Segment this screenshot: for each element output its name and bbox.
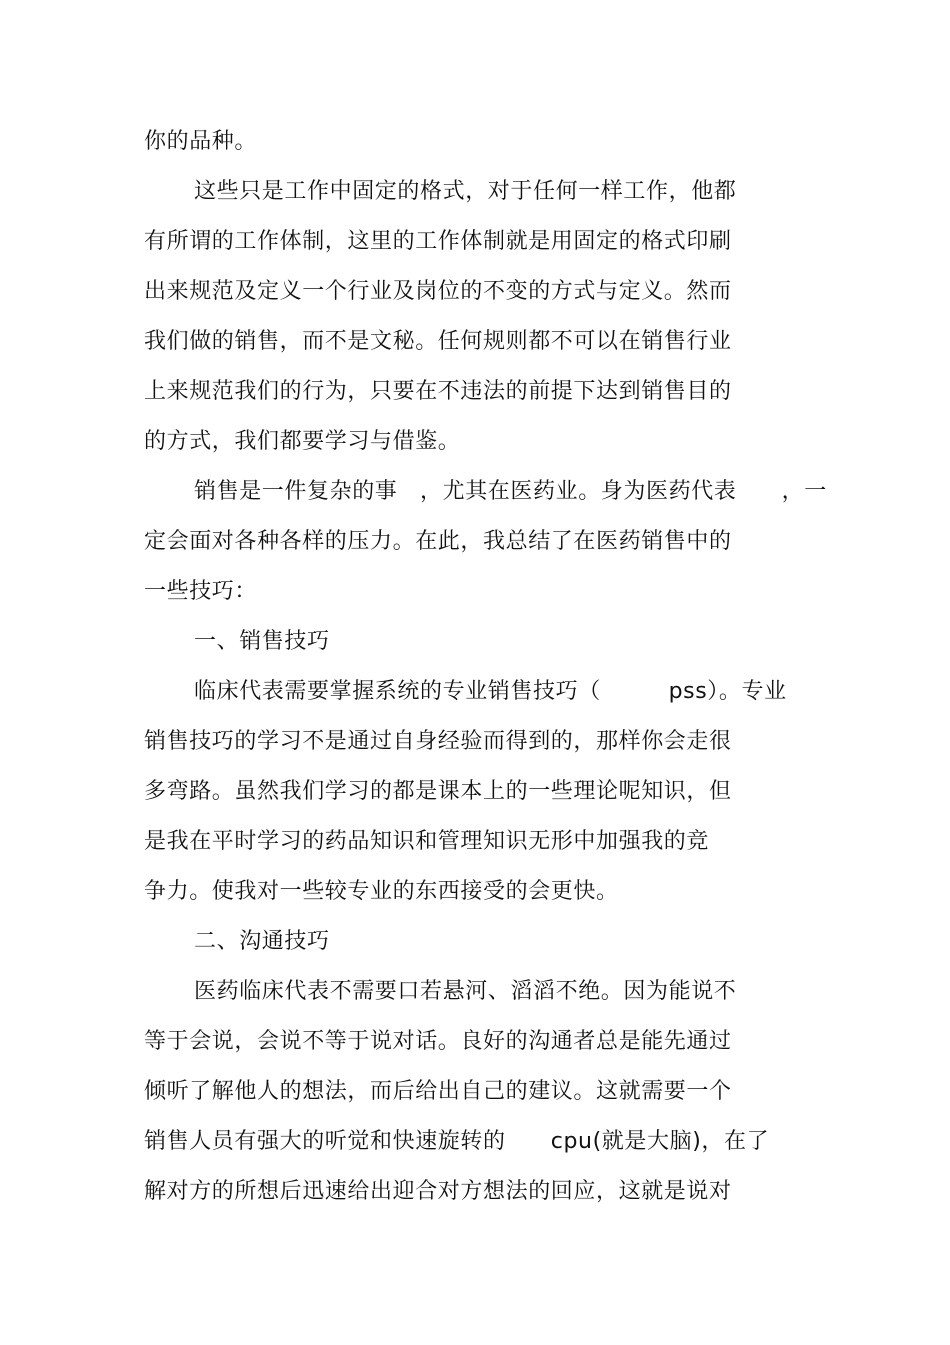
text-line: 倾听了解他人的想法，而后给出自己的建议。这就需要一个 bbox=[144, 1079, 732, 1104]
text-line: 出来规范及定义一个行业及岗位的不变的方式与定义。然而 bbox=[144, 279, 732, 304]
paragraph-first-line: 临床代表需要掌握系统的专业销售技巧（ pss）。专业 bbox=[194, 679, 787, 704]
text-line: 一些技巧： bbox=[144, 579, 258, 604]
text-line: 定会面对各种各样的压力。在此，我总结了在医药销售中的 bbox=[144, 529, 732, 554]
section-heading: 一、销售技巧 bbox=[194, 629, 330, 654]
text-line: 是我在平时学习的药品知识和管理知识无形中加强我的竞 bbox=[144, 829, 710, 854]
text-line: 你的品种。 bbox=[144, 129, 258, 154]
text-line: 有所谓的工作体制，这里的工作体制就是用固定的格式印刷 bbox=[144, 229, 732, 254]
text-line: 上来规范我们的行为，只要在不违法的前提下达到销售目的 bbox=[144, 379, 732, 404]
section-heading: 二、沟通技巧 bbox=[194, 929, 330, 954]
text-line: 解对方的所想后迅速给出迎合对方想法的回应，这就是说对 bbox=[144, 1179, 732, 1204]
text-line: 我们做的销售，而不是文秘。任何规则都不可以在销售行业 bbox=[144, 329, 732, 354]
text-line: 争力。使我对一些较专业的东西接受的会更快。 bbox=[144, 879, 619, 904]
text-line: 销售人员有强大的听觉和快速旋转的 cpu(就是大脑)，在了 bbox=[144, 1129, 770, 1154]
text-line: 多弯路。虽然我们学习的都是课本上的一些理论呢知识，但 bbox=[144, 779, 732, 804]
text-line: 销售技巧的学习不是通过自身经验而得到的，那样你会走很 bbox=[144, 729, 732, 754]
text-line: 等于会说，会说不等于说对话。良好的沟通者总是能先通过 bbox=[144, 1029, 732, 1054]
text-line: 的方式，我们都要学习与借鉴。 bbox=[144, 429, 461, 454]
paragraph-first-line: 销售是一件复杂的事 ，尤其在医药业。身为医药代表 ，一 bbox=[194, 479, 827, 504]
paragraph-first-line: 医药临床代表不需要口若悬河、滔滔不绝。因为能说不 bbox=[194, 979, 737, 1004]
paragraph-first-line: 这些只是工作中固定的格式，对于任何一样工作，他都 bbox=[194, 179, 737, 204]
